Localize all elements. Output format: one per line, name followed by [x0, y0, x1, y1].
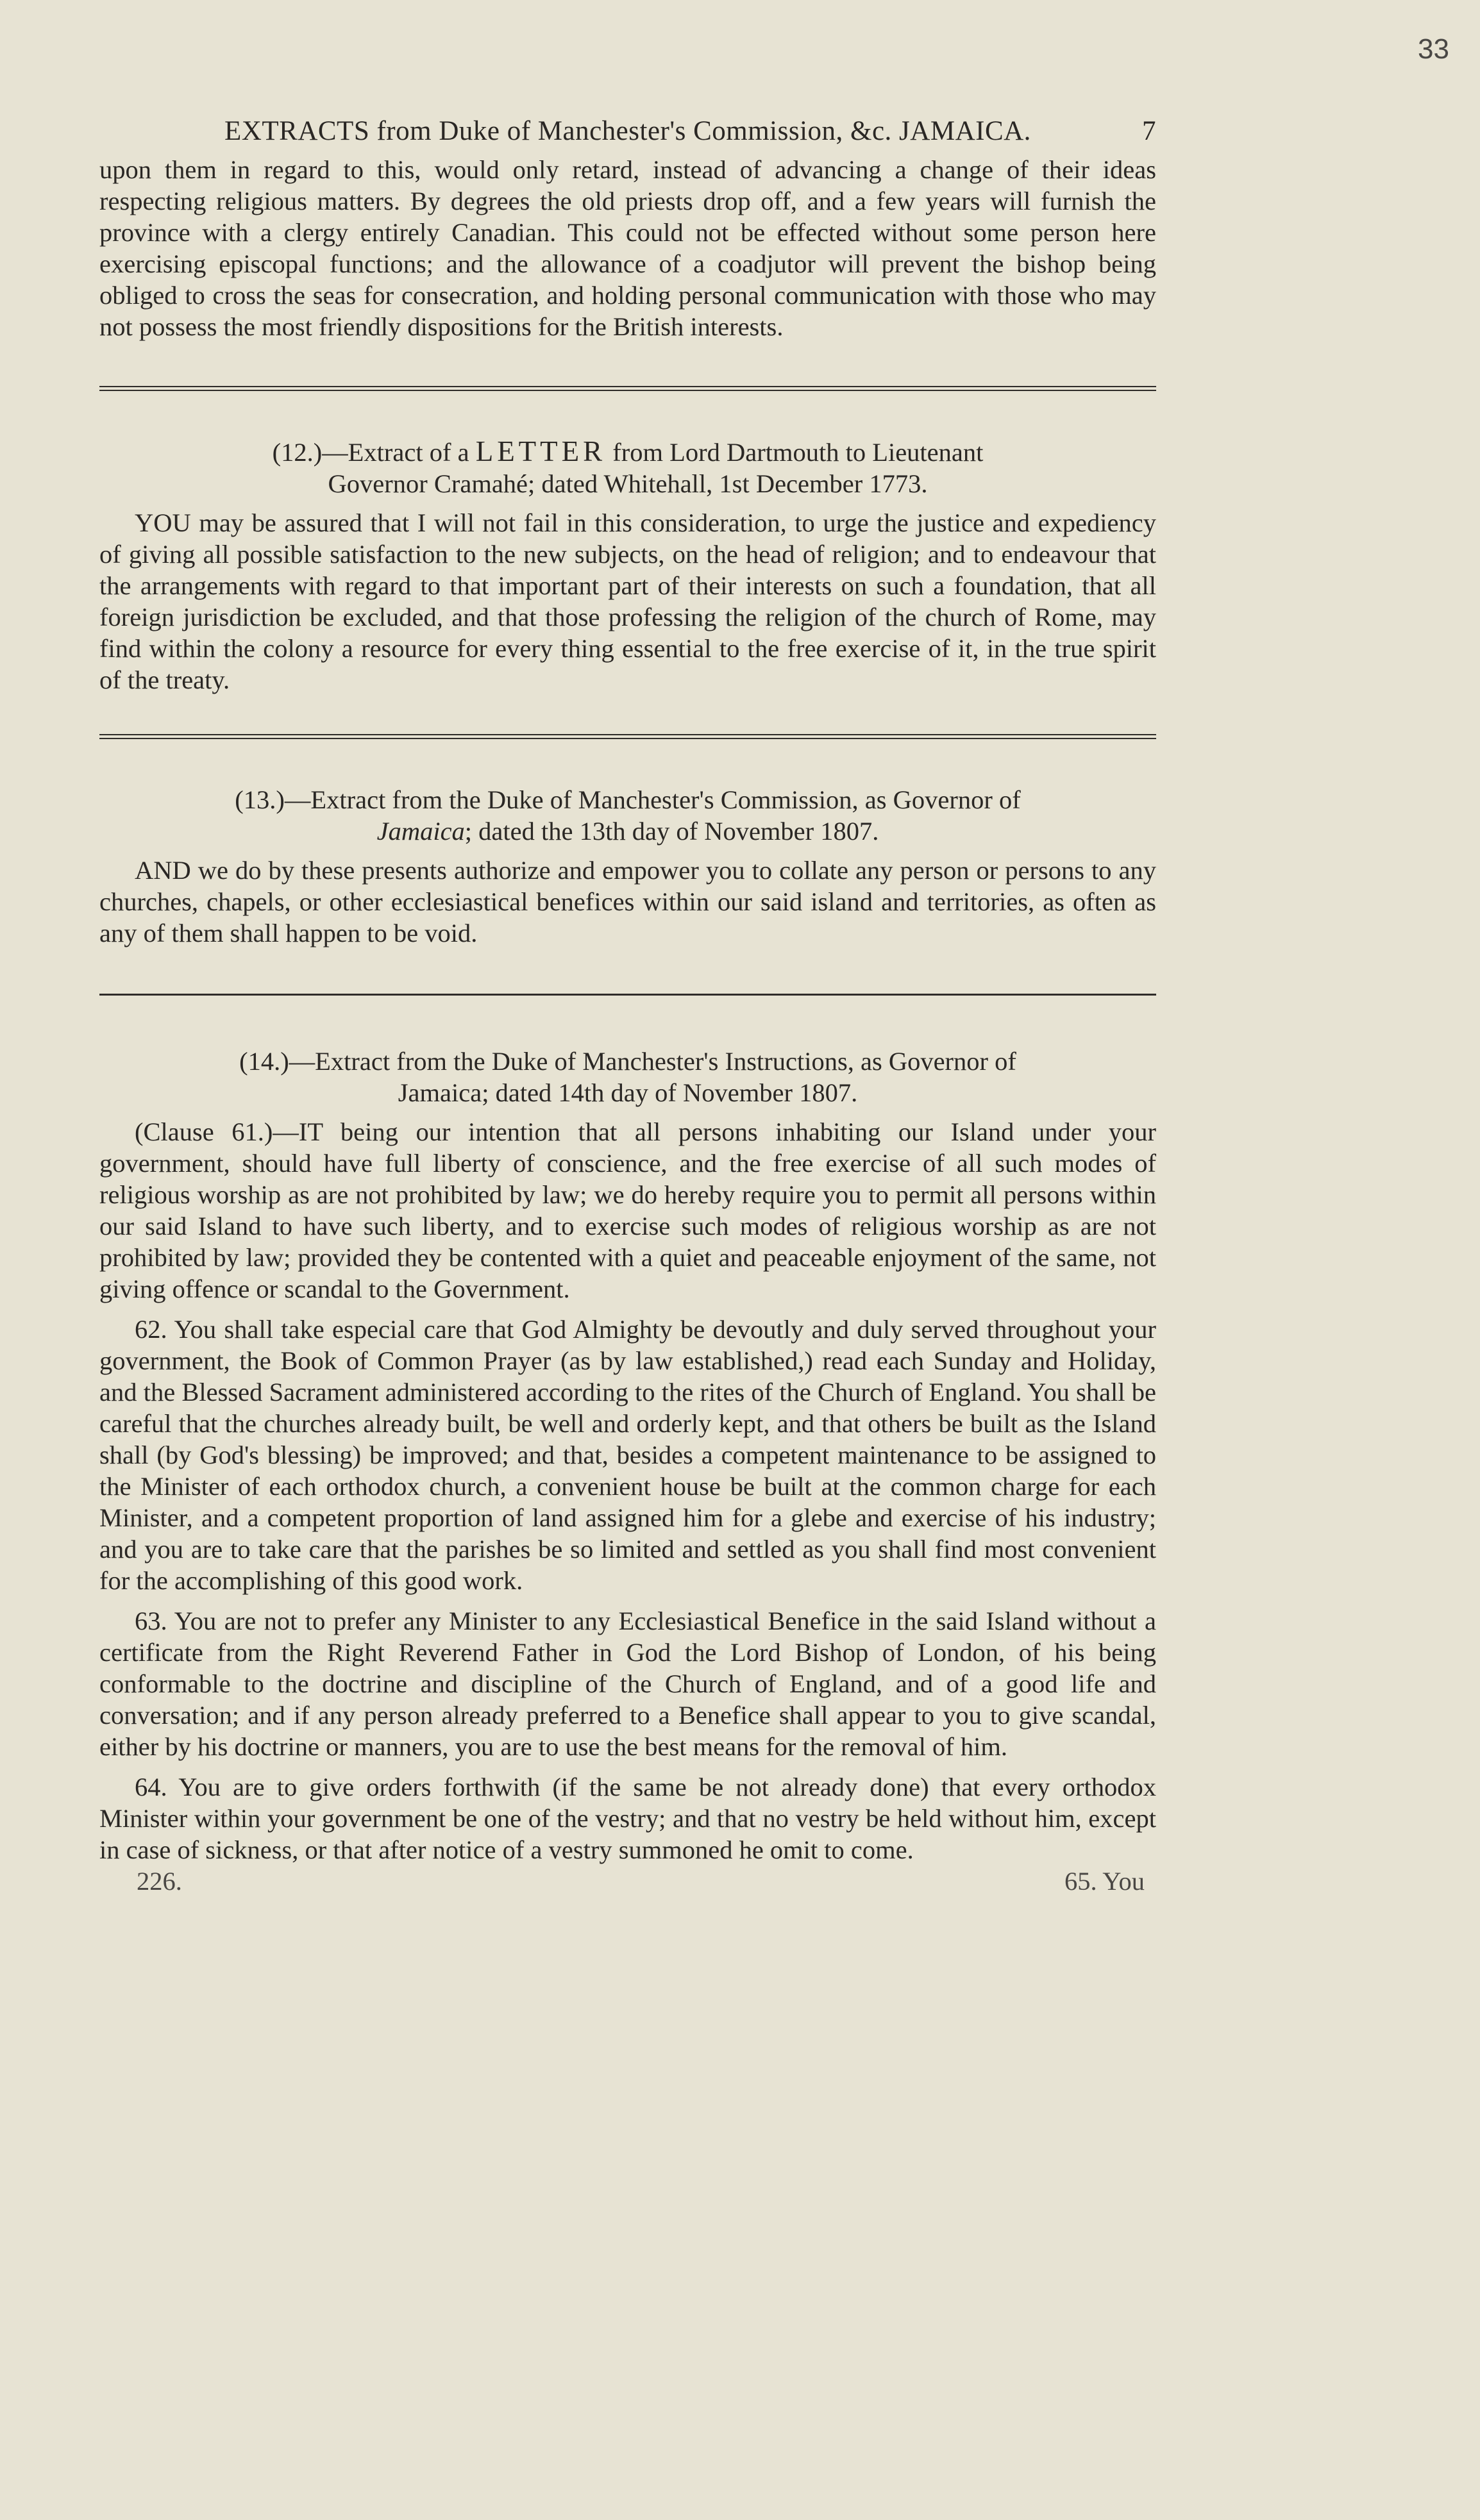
clause-64: 64. You are to give orders forthwith (if the same be not already done) that every orthodox Minister within your government be one of the vestry; and that no vestry be held without him, except in case of sickness, or that after notice of a vestry summoned he omit to come. — [99, 1773, 1156, 1864]
clause-63: 63. You are not to prefer any Minister to any Ecclesiastical Benefice in the said Island without a certificate from the Right Reverend Father in God the Lord Bishop of London, of his being conformable to the doctrine and discipline of the Church of England, and of a good life and conversation; and if any person already preferred to a Benefice shall appear to you to give scandal, either by his doctrine or manners, you are to use the best means for the removal of him. — [99, 1606, 1156, 1761]
signature-mark: 226. — [137, 1867, 182, 1896]
section-12-heading-pre: (12.)—Extract of a — [272, 438, 476, 467]
section-13-heading — [99, 784, 1156, 847]
running-head-folio: 7 — [1142, 116, 1156, 146]
section-12-heading-line1 — [99, 436, 1156, 468]
section-14-heading-line2: Jamaica; dated 14th day of November 1807. — [398, 1078, 858, 1107]
section-12-body: YOU may be assured that I will not fail in this consideration, to urge the justice and expediency of giving all possible satisfaction to the new subjects, on the head of religion; and to endeavour that the arrangements with regard to that important part of their interests on such a foundation, that all foreign jurisdiction be excluded, and that those professing the religion of the church of Rome, may find within the colony a resource for every thing essential to the free exercise of it, in the true spirit of the treaty. — [99, 508, 1156, 694]
section-13-heading-line2 — [99, 815, 1156, 847]
page-footer — [99, 1865, 1156, 1897]
running-head — [99, 115, 1156, 154]
intro-paragraph: upon them in regard to this, would only retard, instead of advancing a change of their ideas respecting religious matters. By degrees the old priests drop off, and a few years will furnish the province with a clergy entirely Canadian. This could not be effected without some person here exercising episcopal functions; and the allowance of a coadjutor will prevent the bishop being obliged to cross the seas for consecration, and holding personal communication with those who may not possess the most friendly dispositions for the British interests. — [99, 155, 1156, 341]
section-divider-1 — [99, 386, 1156, 391]
section-divider-2 — [99, 734, 1156, 739]
section-13-body: AND we do by these presents authorize and empower you to collate any person or persons to any churches, chapels, or other ecclesiastical benefices within our said island and territories, as often as any of them shall happen to be void. — [99, 856, 1156, 947]
section-13-heading-date: ; dated the 13th day of November 1807. — [464, 817, 879, 846]
section-13-heading-jamaica: Jamaica — [376, 817, 465, 846]
section-12-heading-letter: LETTER — [475, 435, 607, 467]
section-14-heading — [99, 1046, 1156, 1108]
section-divider-3 — [99, 994, 1156, 996]
section-12-heading-line2: Governor Cramahé; dated Whitehall, 1st December 1773. — [328, 469, 928, 498]
page-content — [99, 115, 1156, 1897]
section-12-heading — [99, 436, 1156, 499]
section-12-heading-post: from Lord Dartmouth to Lieutenant — [606, 438, 984, 467]
clause-61: (Clause 61.)—IT being our intention that all persons inhabiting our Island under your government, should have full liberty of conscience, and the free exercise of all such modes of religious worship as are not prohibited by law; we do hereby require you to permit all persons within our said Island to have such liberty, and to exercise such modes of religious worship as are not prohibited by law; provided they be contented with a quiet and peaceable enjoyment of the same, not giving offence or scandal to the Government. — [99, 1117, 1156, 1303]
page-number: 33 — [1418, 33, 1449, 65]
section-14-heading-line1: (14.)—Extract from the Duke of Manchester's Instructions, as Governor of — [239, 1047, 1016, 1076]
clause-62: 62. You shall take especial care that God Almighty be devoutly and duly served throughout your government, the Book of Common Prayer (as by law established,) read each Sunday and Holiday, and the Blessed Sacrament administered according to the rites of the Church of England. You shall be careful that the churches already built, be well and orderly kept, and that others be built as the Island shall (by God's blessing) be improved; and that, besides a competent maintenance to be assigned to the Minister of each orthodox church, a convenient house be built at the common charge for each Minister, and a competent proportion of land assigned him for a glebe and exercise of his industry; and you are to take care that the parishes be so limited and settled as you shall find most convenient for the accomplishing of this good work. — [99, 1315, 1156, 1595]
running-head-title: EXTRACTS from Duke of Manchester's Commission, &c. JAMAICA. — [224, 116, 1031, 146]
catchword: 65. You — [1064, 1867, 1145, 1896]
section-13-heading-line1: (13.)—Extract from the Duke of Manchester's Commission, as Governor of — [235, 785, 1021, 814]
